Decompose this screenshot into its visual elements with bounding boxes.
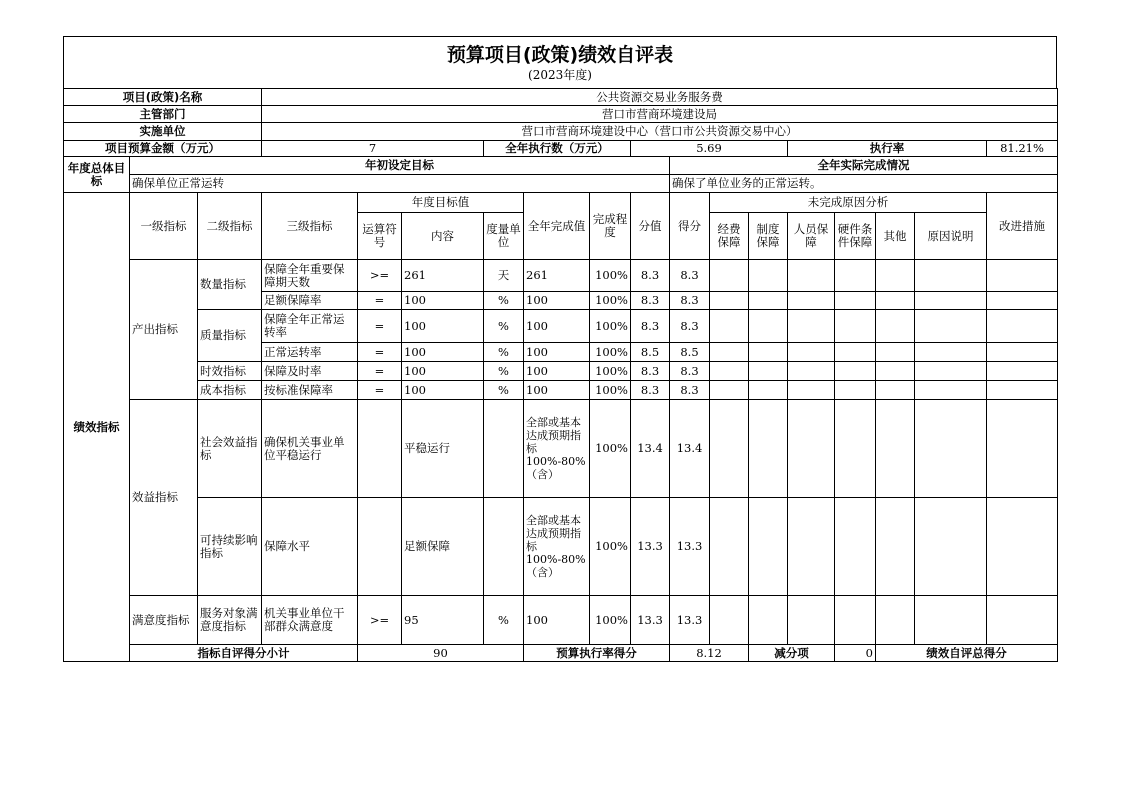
content-cell: 100	[402, 362, 484, 381]
budget-value: 7	[262, 141, 484, 157]
project-name-row	[64, 89, 1058, 106]
perf-label: 绩效指标	[64, 193, 130, 662]
unit-cell: %	[484, 362, 524, 381]
total-label: 绩效自评总得分	[876, 645, 1058, 662]
table-row	[64, 260, 1058, 292]
value-cell: 13.3	[631, 498, 670, 596]
exec-value: 5.69	[631, 141, 788, 157]
op-cell	[358, 498, 402, 596]
degree-cell: 100%	[590, 310, 631, 343]
unit-row	[64, 123, 1058, 141]
op-cell: =	[358, 343, 402, 362]
year-subtitle: (2023年度)	[528, 68, 592, 82]
full-cell: 100	[524, 310, 590, 343]
lvl2-header: 二级指标	[198, 193, 262, 260]
goal-header-row	[64, 157, 1058, 175]
op-cell: =	[358, 381, 402, 400]
goal-actual-label: 全年实际完成情况	[670, 157, 1058, 175]
deduct-label: 减分项	[749, 645, 835, 662]
lvl3-header: 三级指标	[262, 193, 358, 260]
op-cell: =	[358, 362, 402, 381]
group-benefit: 效益指标	[130, 400, 198, 596]
rate-label: 执行率	[788, 141, 987, 157]
page-title: 预算项目(政策)绩效自评表	[446, 44, 674, 66]
op-cell: =	[358, 292, 402, 310]
value-cell: 8.5	[631, 343, 670, 362]
group-output: 产出指标	[130, 260, 198, 400]
goal-initial-label: 年初设定目标	[130, 157, 670, 175]
value-cell: 8.3	[631, 310, 670, 343]
degree-cell: 100%	[590, 498, 631, 596]
degree-cell: 100%	[590, 343, 631, 362]
dept-value: 营口市营商环境建设局	[262, 106, 1058, 123]
goal-initial-text: 确保单位正常运转	[130, 175, 670, 193]
content-cell: 261	[402, 260, 484, 292]
full-cell: 100	[524, 596, 590, 645]
score-cell: 8.3	[670, 260, 710, 292]
op-cell	[358, 400, 402, 498]
l3-cell: 按标准保障率	[262, 381, 358, 400]
value-cell: 8.3	[631, 362, 670, 381]
unit-cell: %	[484, 310, 524, 343]
target-header: 年度目标值	[358, 193, 524, 213]
score-cell: 8.3	[670, 362, 710, 381]
reason-system-header: 制度保障	[749, 213, 788, 260]
op-cell: >=	[358, 596, 402, 645]
exec-label: 全年执行数（万元）	[484, 141, 631, 157]
score-cell: 8.3	[670, 292, 710, 310]
goal-label: 年度总体目标	[64, 157, 130, 193]
table-row	[64, 498, 1058, 596]
full-cell: 100	[524, 362, 590, 381]
score-value-header: 分值	[631, 193, 670, 260]
unit-cell: 天	[484, 260, 524, 292]
group-service: 服务对象满意度指标	[198, 596, 262, 645]
budget-row	[64, 141, 1058, 157]
op-header: 运算符号	[358, 213, 402, 260]
dept-label: 主管部门	[64, 106, 262, 123]
op-cell: >=	[358, 260, 402, 292]
unit-label: 实施单位	[64, 123, 262, 141]
reason-desc-header: 原因说明	[915, 213, 987, 260]
budget-label: 项目预算金额（万元）	[64, 141, 262, 157]
unit-cell: %	[484, 381, 524, 400]
group-sustain: 可持续影响指标	[198, 498, 262, 596]
budget-score-label: 预算执行率得分	[524, 645, 670, 662]
full-cell: 100	[524, 292, 590, 310]
subtotal-value: 90	[358, 645, 524, 662]
table-row	[64, 362, 1058, 381]
budget-score-value: 8.12	[670, 645, 749, 662]
l3-cell: 足额保障率	[262, 292, 358, 310]
l3-cell: 机关事业单位干部群众满意度	[262, 596, 358, 645]
unit-cell: %	[484, 292, 524, 310]
unit-header: 度量单位	[484, 213, 524, 260]
group-timeliness: 时效指标	[198, 362, 262, 381]
full-cell: 100	[524, 381, 590, 400]
footer-row	[64, 645, 1058, 662]
score-cell: 8.5	[670, 343, 710, 362]
l3-cell: 保障全年重要保障期天数	[262, 260, 358, 292]
value-cell: 8.3	[631, 292, 670, 310]
value-cell: 8.3	[631, 260, 670, 292]
content-header: 内容	[402, 213, 484, 260]
reason-other-header: 其他	[876, 213, 915, 260]
full-cell: 261	[524, 260, 590, 292]
value-cell: 8.3	[631, 381, 670, 400]
title-block	[63, 36, 1057, 88]
evaluation-table	[63, 88, 1058, 662]
degree-cell: 100%	[590, 260, 631, 292]
improve-header: 改进措施	[987, 193, 1058, 260]
rate-value: 81.21%	[987, 141, 1058, 157]
score-cell: 13.4	[670, 400, 710, 498]
reason-hardware-header: 硬件条件保障	[835, 213, 876, 260]
evaluation-sheet	[63, 36, 1057, 662]
group-quality: 质量指标	[198, 310, 262, 362]
content-cell: 100	[402, 310, 484, 343]
score-cell: 13.3	[670, 596, 710, 645]
content-cell: 平稳运行	[402, 400, 484, 498]
project-name-value: 公共资源交易业务服务费	[262, 89, 1058, 106]
unit-cell	[484, 498, 524, 596]
content-cell: 100	[402, 381, 484, 400]
dept-row	[64, 106, 1058, 123]
content-cell: 足额保障	[402, 498, 484, 596]
full-year-header: 全年完成值	[524, 193, 590, 260]
l3-cell: 保障水平	[262, 498, 358, 596]
l3-cell: 保障全年正常运转率	[262, 310, 358, 343]
subtotal-label: 指标自评得分小计	[130, 645, 358, 662]
reason-fund-header: 经费保障	[710, 213, 749, 260]
unit-cell	[484, 400, 524, 498]
table-row	[64, 310, 1058, 343]
degree-cell: 100%	[590, 362, 631, 381]
project-name-label: 项目(政策)名称	[64, 89, 262, 106]
deduct-value: 0	[835, 645, 876, 662]
full-cell: 全部或基本达成预期指标100%-80%（含）	[524, 498, 590, 596]
goal-content-row	[64, 175, 1058, 193]
group-satisfaction: 满意度指标	[130, 596, 198, 645]
group-cost: 成本指标	[198, 381, 262, 400]
degree-cell: 100%	[590, 381, 631, 400]
l3-cell: 确保机关事业单位平稳运行	[262, 400, 358, 498]
degree-cell: 100%	[590, 596, 631, 645]
group-quantity: 数量指标	[198, 260, 262, 310]
value-cell: 13.4	[631, 400, 670, 498]
score-cell: 13.3	[670, 498, 710, 596]
table-row	[64, 400, 1058, 498]
reason-staff-header: 人员保障	[788, 213, 835, 260]
table-row	[64, 381, 1058, 400]
full-cell: 全部或基本达成预期指标100%-80%（含）	[524, 400, 590, 498]
l3-cell: 保障及时率	[262, 362, 358, 381]
unit-cell: %	[484, 596, 524, 645]
content-cell: 100	[402, 343, 484, 362]
degree-cell: 100%	[590, 400, 631, 498]
unit-cell: %	[484, 343, 524, 362]
full-cell: 100	[524, 343, 590, 362]
score-cell: 8.3	[670, 381, 710, 400]
table-row	[64, 596, 1058, 645]
lvl1-header: 一级指标	[130, 193, 198, 260]
score-cell: 8.3	[670, 310, 710, 343]
value-cell: 13.3	[631, 596, 670, 645]
content-cell: 100	[402, 292, 484, 310]
group-social: 社会效益指标	[198, 400, 262, 498]
degree-cell: 100%	[590, 292, 631, 310]
content-cell: 95	[402, 596, 484, 645]
indicator-header-row-1	[64, 193, 1058, 213]
l3-cell: 正常运转率	[262, 343, 358, 362]
reason-header: 未完成原因分析	[710, 193, 987, 213]
degree-header: 完成程度	[590, 193, 631, 260]
goal-actual-text: 确保了单位业务的正常运转。	[670, 175, 1058, 193]
score-header: 得分	[670, 193, 710, 260]
op-cell: =	[358, 310, 402, 343]
unit-value: 营口市营商环境建设中心（营口市公共资源交易中心）	[262, 123, 1058, 141]
